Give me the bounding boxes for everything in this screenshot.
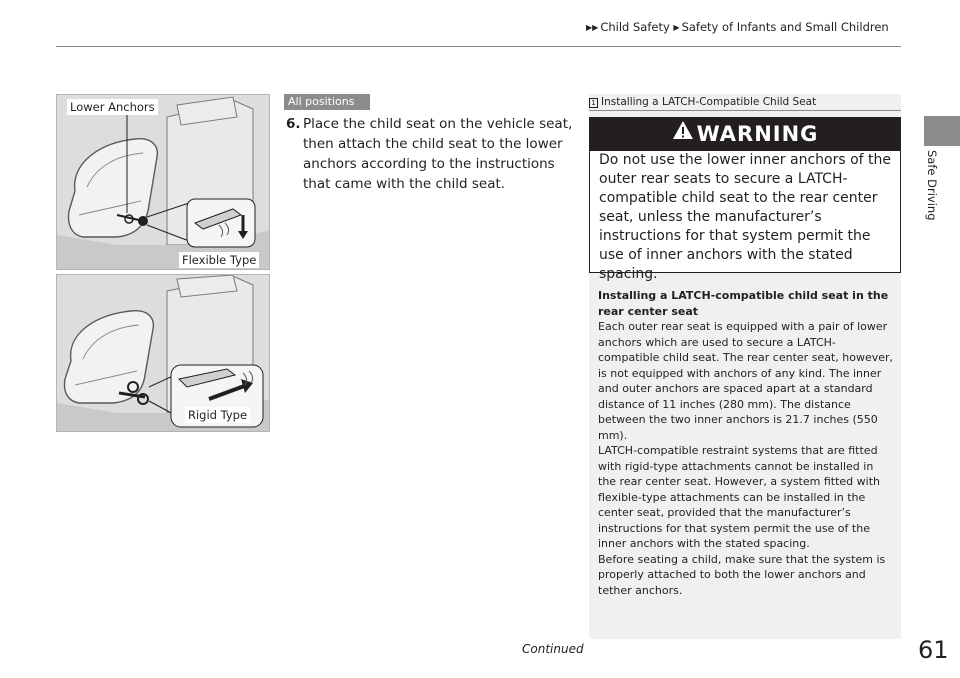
step-number: 6. <box>286 116 301 132</box>
flexible-type-label: Flexible Type <box>179 252 259 268</box>
rigid-type-label: Rigid Type <box>185 407 250 423</box>
flexible-type-illustration <box>56 94 270 270</box>
reference-marker: 1 <box>589 98 598 108</box>
page-number: 61 <box>918 636 949 664</box>
notes-heading-text: Installing a LATCH-Compatible Child Seat <box>601 96 817 108</box>
breadcrumb-item-current[interactable]: Safety of Infants and Small Children <box>681 20 889 34</box>
warning-triangle-icon <box>672 116 694 150</box>
continued-label: Continued <box>522 642 584 656</box>
notes-heading-rule <box>589 110 901 111</box>
warning-title: WARNING <box>696 122 819 146</box>
all-positions-badge: All positions <box>284 94 370 110</box>
child-seat-flexible-drawing <box>57 95 270 270</box>
chevron-right-icon: ▶ <box>673 23 680 32</box>
warning-text: Do not use the lower inner anchors of the outer rear seats to secure a LATCH-compatible child seat to the rear center seat, unless the manufacturer’s instructions for that system permit the use of inner anchors with the stated spacing. <box>599 152 892 282</box>
rigid-type-illustration <box>56 274 270 432</box>
breadcrumb-item-child-safety[interactable]: Child Safety <box>600 20 670 34</box>
chevron-right-icon: ▶▶ <box>586 23 599 32</box>
section-tab-marker <box>924 116 960 146</box>
notes-heading <box>589 96 901 108</box>
latch-info <box>598 288 894 598</box>
header-divider <box>56 46 901 47</box>
step-text: Place the child seat on the vehicle seat, then attach the child seat to the lower anchors according to the instructions that came with the child seat. <box>303 116 573 192</box>
latch-info-title: Installing a LATCH-compatible child seat in the rear center seat <box>598 289 889 318</box>
warning-header <box>589 117 901 151</box>
breadcrumb <box>586 20 889 34</box>
latch-info-paragraph-1: Each outer rear seat is equipped with a pair of lower anchors which are used to secure a LATCH-compatible child seat. The rear center seat, however, is not equipped with anchors of any kind. The inner and outer anchors are spaced apart at a standard distance of 11 inches (280 mm). The distance between the two inner anchors is 21.7 inches (550 mm). <box>598 320 894 442</box>
latch-info-paragraph-2: LATCH-compatible restraint systems that are fitted with rigid-type attachments cannot be installed in the rear center seat. However, a system fitted with flexible-type attachments can be installed in the center seat, provided that the manufacturer’s instructions for that system permit the use of the inner anchors with the stated spacing. <box>598 444 880 550</box>
lower-anchors-label: Lower Anchors <box>67 99 158 115</box>
latch-info-paragraph-3: Before seating a child, make sure that the system is properly attached to both the lower anchors and tether anchors. <box>598 552 886 597</box>
section-tab-label: Safe Driving <box>925 150 939 221</box>
